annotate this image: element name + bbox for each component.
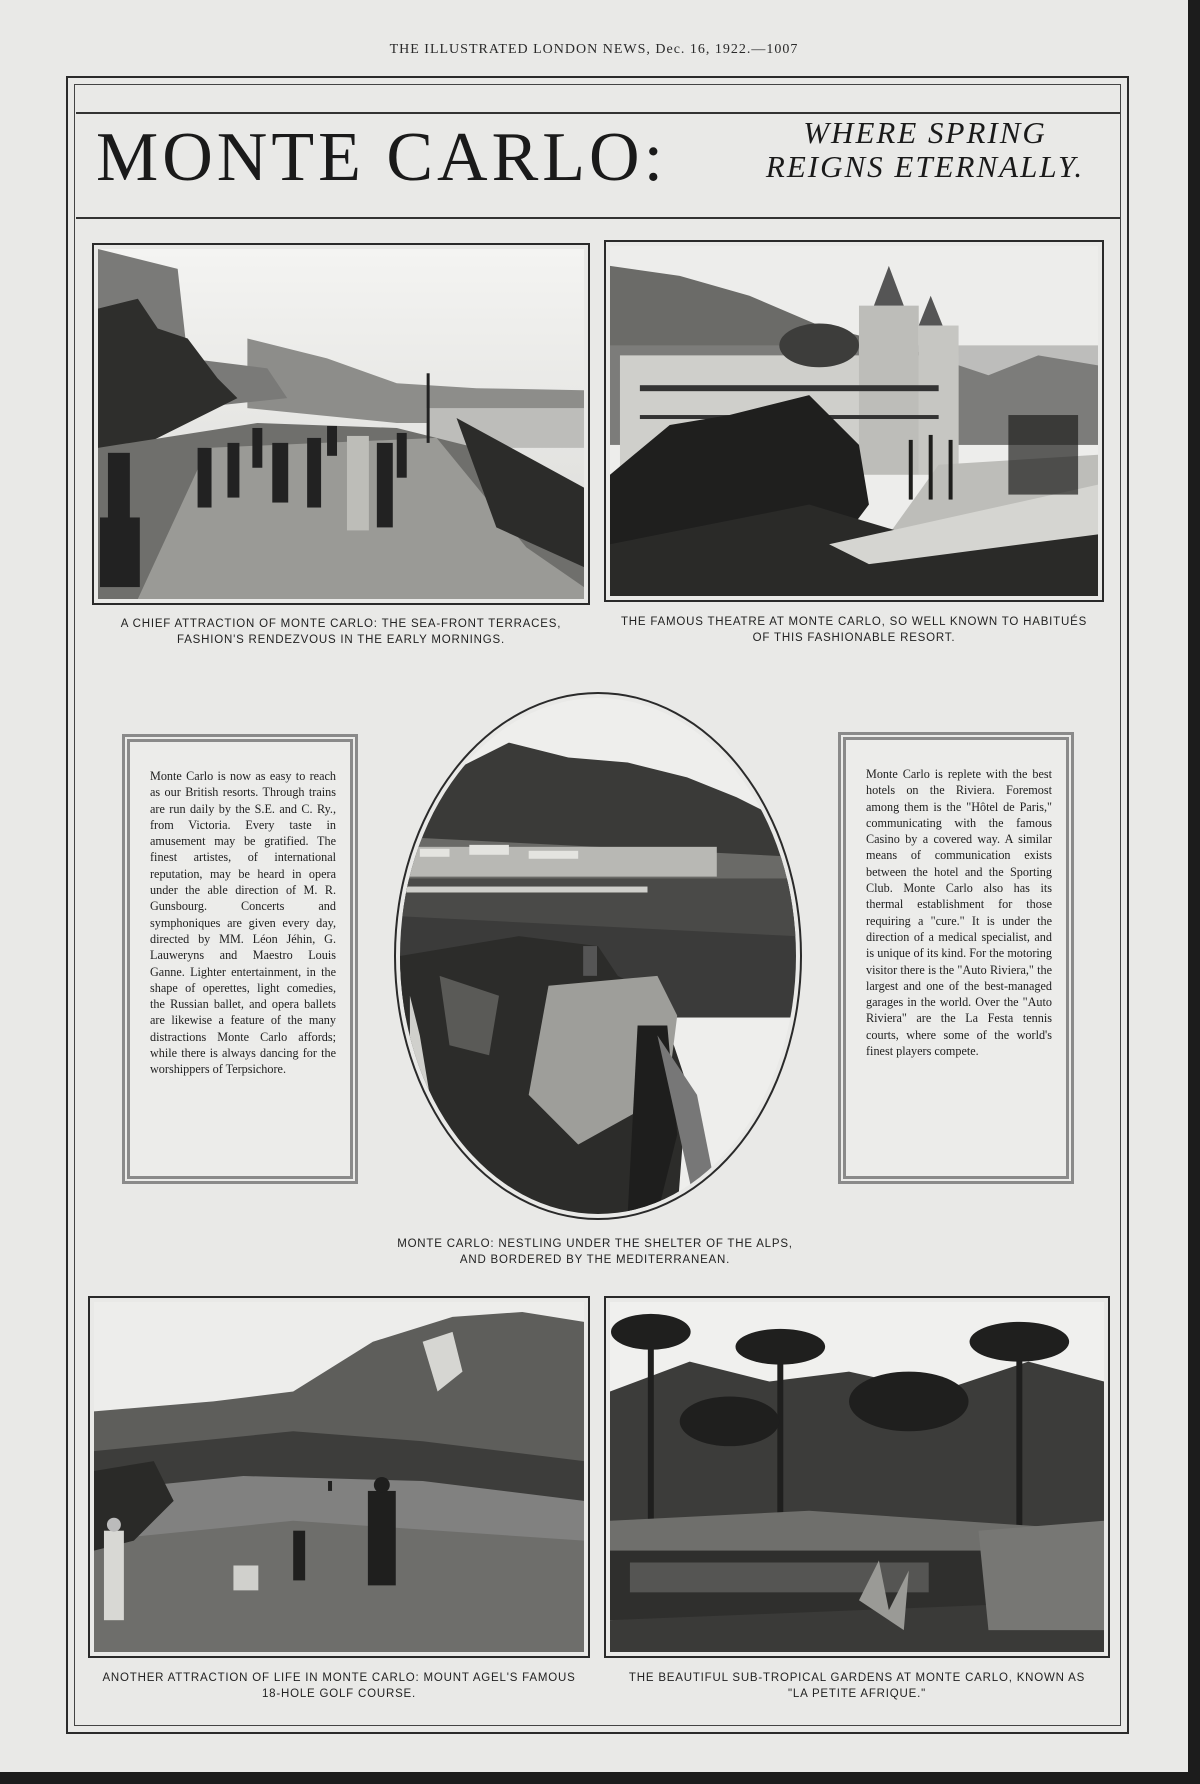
subtitle-line-1: WHERE SPRING <box>803 115 1047 150</box>
photo-golf-course <box>88 1296 590 1658</box>
sidebar-right-hotels-notes <box>838 732 1074 1184</box>
caption-famous-theatre: THE FAMOUS THEATRE AT MONTE CARLO, SO WELL KNOWN TO HABITUÉS OF THIS FASHIONABLE RESORT. <box>620 616 1088 644</box>
running-header: THE ILLUSTRATED LONDON NEWS, Dec. 16, 1922.—1007 <box>389 42 799 57</box>
sidebar-left-text: Monte Carlo is now as easy to reach as our British resorts. Through trains are run daily by the S.E. and C. Ry., from Victoria. Every taste in amusement may be gratified. The finest artistes, of international reputation, may be heard in opera under the able direction of M. R. Gunsbourg. Concerts and symphoniques are given every day, directed by MM. Léon Jéhin, G. Lauweryns and Maestro Louis Ganne. Lighter entertainment, in the shape of operettes, light comedies, the Russian ballet, and opera ballets are likewise a feature of the many distractions Monte Carlo affords; while there is always dancing for the worshippers of Terpsichore. <box>150 769 336 1077</box>
caption-sub-tropical-gardens: THE BEAUTIFUL SUB-TROPICAL GARDENS AT MONTE CARLO, KNOWN AS "LA PETITE AFRIQUE." <box>628 1672 1086 1700</box>
photo-sub-tropical-gardens <box>604 1296 1110 1658</box>
caption-sea-front-terraces: A CHIEF ATTRACTION OF MONTE CARLO: THE SEA-FRONT TERRACES, FASHION'S RENDEZVOUS IN THE EARLY MORNINGS. <box>120 618 562 646</box>
caption-harbour: MONTE CARLO: NESTLING UNDER THE SHELTER OF THE ALPS, AND BORDERED BY THE MEDITERRANEAN. <box>397 1238 793 1266</box>
page-subtitle <box>740 116 1110 184</box>
sidebar-right-text: Monte Carlo is replete with the best hotels on the Riviera. Foremost among them is the "Hôtel de Paris," communicating with the famous Casino by a covered way. A similar means of communication exists between the hotel and the Sporting Club. Monte Carlo also has its thermal establishment for those requiring a "cure." It is under the direction of a medical specialist, and is unique of its kind. For the motoring visitor there is the "Auto Riviera," the largest and one of the best-managed garages in the world. Over the "Auto Riviera" are the La Festa tennis courts, where some of the world's finest players compete. <box>866 767 1052 1059</box>
photo-famous-theatre <box>604 240 1104 602</box>
caption-golf-course: ANOTHER ATTRACTION OF LIFE IN MONTE CARLO: MOUNT AGEL'S FAMOUS 18-HOLE GOLF COURSE. <box>102 1672 576 1700</box>
page-title: MONTE CARLO: <box>96 119 668 196</box>
photo-harbour-oval <box>394 692 802 1220</box>
photo-sea-front-terraces <box>92 243 590 605</box>
sidebar-left-travel-notes <box>122 734 358 1184</box>
subtitle-line-2: REIGNS ETERNALLY. <box>765 149 1085 184</box>
